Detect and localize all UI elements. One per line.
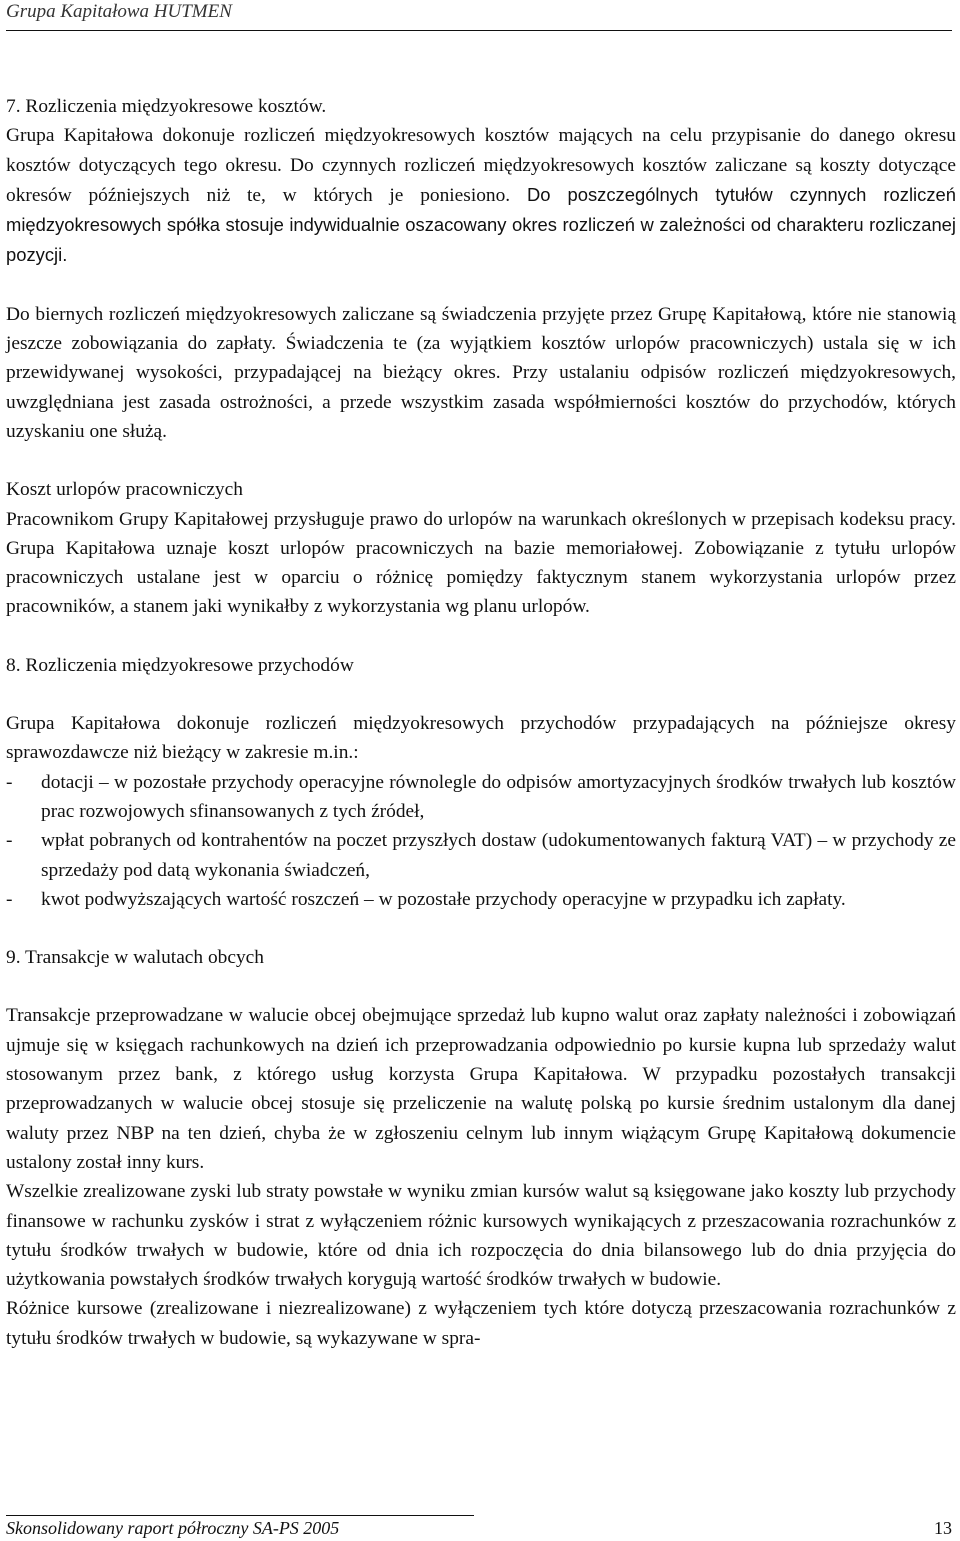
section-7-subheading: Koszt urlopów pracowniczych bbox=[6, 479, 243, 501]
list-dash: - bbox=[6, 830, 13, 852]
section-7-paragraph-1 bbox=[6, 121, 956, 270]
section-7-paragraph-3: Pracownikom Grupy Kapitałowej przysługuje prawo do urlopów na warunkach określonych w przepisach kodeksu pracy. Grupa Kapitałowa uznaje koszt urlopów pracowniczych na bazie memoriałowej. Zobowiązanie z tytułu urlopów pracowniczych ustalane jest w oparciu o różnicę pomiędzy faktycznym stanem wykorzystania urlopów przez pracowników, a stanem jaki wynikałby z wykorzystania wg planu urlopów. bbox=[6, 508, 956, 618]
footer-title: Skonsolidowany raport półroczny SA-PS 2005 bbox=[6, 1518, 340, 1538]
section-7-heading: 7. Rozliczenia międzyokresowe kosztów. bbox=[6, 96, 327, 117]
section-9-paragraph-3: Różnice kursowe (zrealizowane i niezrealizowane) z wyłączeniem tych które dotyczą przeszacowania rozrachunków z tytułu środków trwałych w budowie, są wykazywane w spra- bbox=[6, 1298, 956, 1349]
list-item bbox=[6, 885, 956, 914]
section-8-heading: 8. Rozliczenia międzyokresowe przychodów bbox=[6, 654, 354, 676]
page-number: 13 bbox=[934, 1518, 952, 1538]
section-7-paragraph-2: Do biernych rozliczeń międzyokresowych zaliczane są świadczenia przyjęte przez Grupę Kapitałową, które nie stanowią jeszcze zobowiązania do zapłaty. Świadczenia te (za wyjątkiem kosztów urlopów pracowniczych) ustala się w ich przewidywanej wysokości, przypadającej na bieżący okres. Przy ustalaniu odpisów rozliczeń międzyokresowych, uwzględniana jest zasada ostrożności, a przede wszystkim zasada współmierności kosztów do przychodów, których uzyskaniu one służą. bbox=[6, 303, 956, 442]
section-7-paragraph-1b: Do poszczególnych tytułów czynnych rozliczeń międzyokresowych spółka stosuje indywidualnie oszacowany okres rozliczeń w zależności od charakteru rozliczanej pozycji. bbox=[6, 183, 956, 266]
list-item-text: kwot podwyższających wartość roszczeń – w pozostałe przychody operacyjne w przypadku ich zapłaty. bbox=[41, 888, 846, 910]
section-9-paragraph-2: Wszelkie zrealizowane zyski lub straty powstałe w wyniku zmian kursów walut są księgowane jako koszty lub przychody finansowe w rachunku zysków i strat z wyłączeniem różnic kursowych wynikających z przeszacowania rozrachunków z tytułu środków trwałych w budowie, które od dnia ich rozpoczęcia do dnia bilansowego lub do dnia przyjęcia do użytkowania powstałych środków trwałych korygują wartość środków trwałych w budowie. bbox=[6, 1181, 956, 1291]
section-9-heading: 9. Transakcje w walutach obcych bbox=[6, 947, 264, 969]
header-title: Grupa Kapitałowa HUTMEN bbox=[6, 1, 232, 22]
section-8-list bbox=[6, 768, 956, 914]
footer-rule bbox=[6, 1515, 474, 1516]
section-8-intro: Grupa Kapitałowa dokonuje rozliczeń międzyokresowych przychodów przypadających na późniejsze okresy sprawozdawcze niż bieżący w zakresie m.in.: bbox=[6, 713, 956, 764]
list-item-text: wpłat pobranych od kontrahentów na poczet przyszłych dostaw (udokumentowanych fakturą VAT) – w przychody ze sprzedaży pod datą wykonania świadczeń, bbox=[41, 830, 956, 881]
list-dash: - bbox=[6, 771, 13, 793]
document-body bbox=[6, 92, 956, 1353]
section-9-paragraph-1: Transakcje przeprowadzane w walucie obcej obejmujące sprzedaż lub kupno walut oraz zapłaty należności i zobowiązań ujmuje się w księgach rachunkowych na dzień ich przeprowadzania odpowiednio po kursie kupna lub sprzedaży walut stosowanym przez bank, z którego usług korzysta Grupa Kapitałowa. W przypadku pozostałych transakcji przeprowadzanych w walucie obcej stosuje się przeliczenie na walutę polską po kursie średnim ustalonym dla danej waluty przez NBP na ten dzień, chyba że w zgłoszeniu celnym lub innym wiążącym Grupę Kapitałową dokumencie ustalony został inny kurs. bbox=[6, 1005, 956, 1173]
list-item-text: dotacji – w pozostałe przychody operacyjne równolegle do odpisów amortyzacyjnych środków trwałych lub kosztów prac rozwojowych sfinansowanych z tych źródeł, bbox=[41, 771, 956, 822]
page-header bbox=[6, 0, 952, 31]
section-7-paragraph-1a: Grupa Kapitałowa dokonuje rozliczeń międzyokresowych kosztów mających na celu przypisanie do danego okresu kosztów dotyczących tego okresu. Do czynnych rozliczeń międzyokresowych kosztów zaliczane są koszty dotyczące okresów późniejszych niż te, w których je poniesiono. bbox=[6, 125, 956, 206]
page-footer bbox=[6, 1515, 952, 1541]
list-item bbox=[6, 768, 956, 827]
list-dash: - bbox=[6, 888, 13, 910]
list-item bbox=[6, 826, 956, 885]
